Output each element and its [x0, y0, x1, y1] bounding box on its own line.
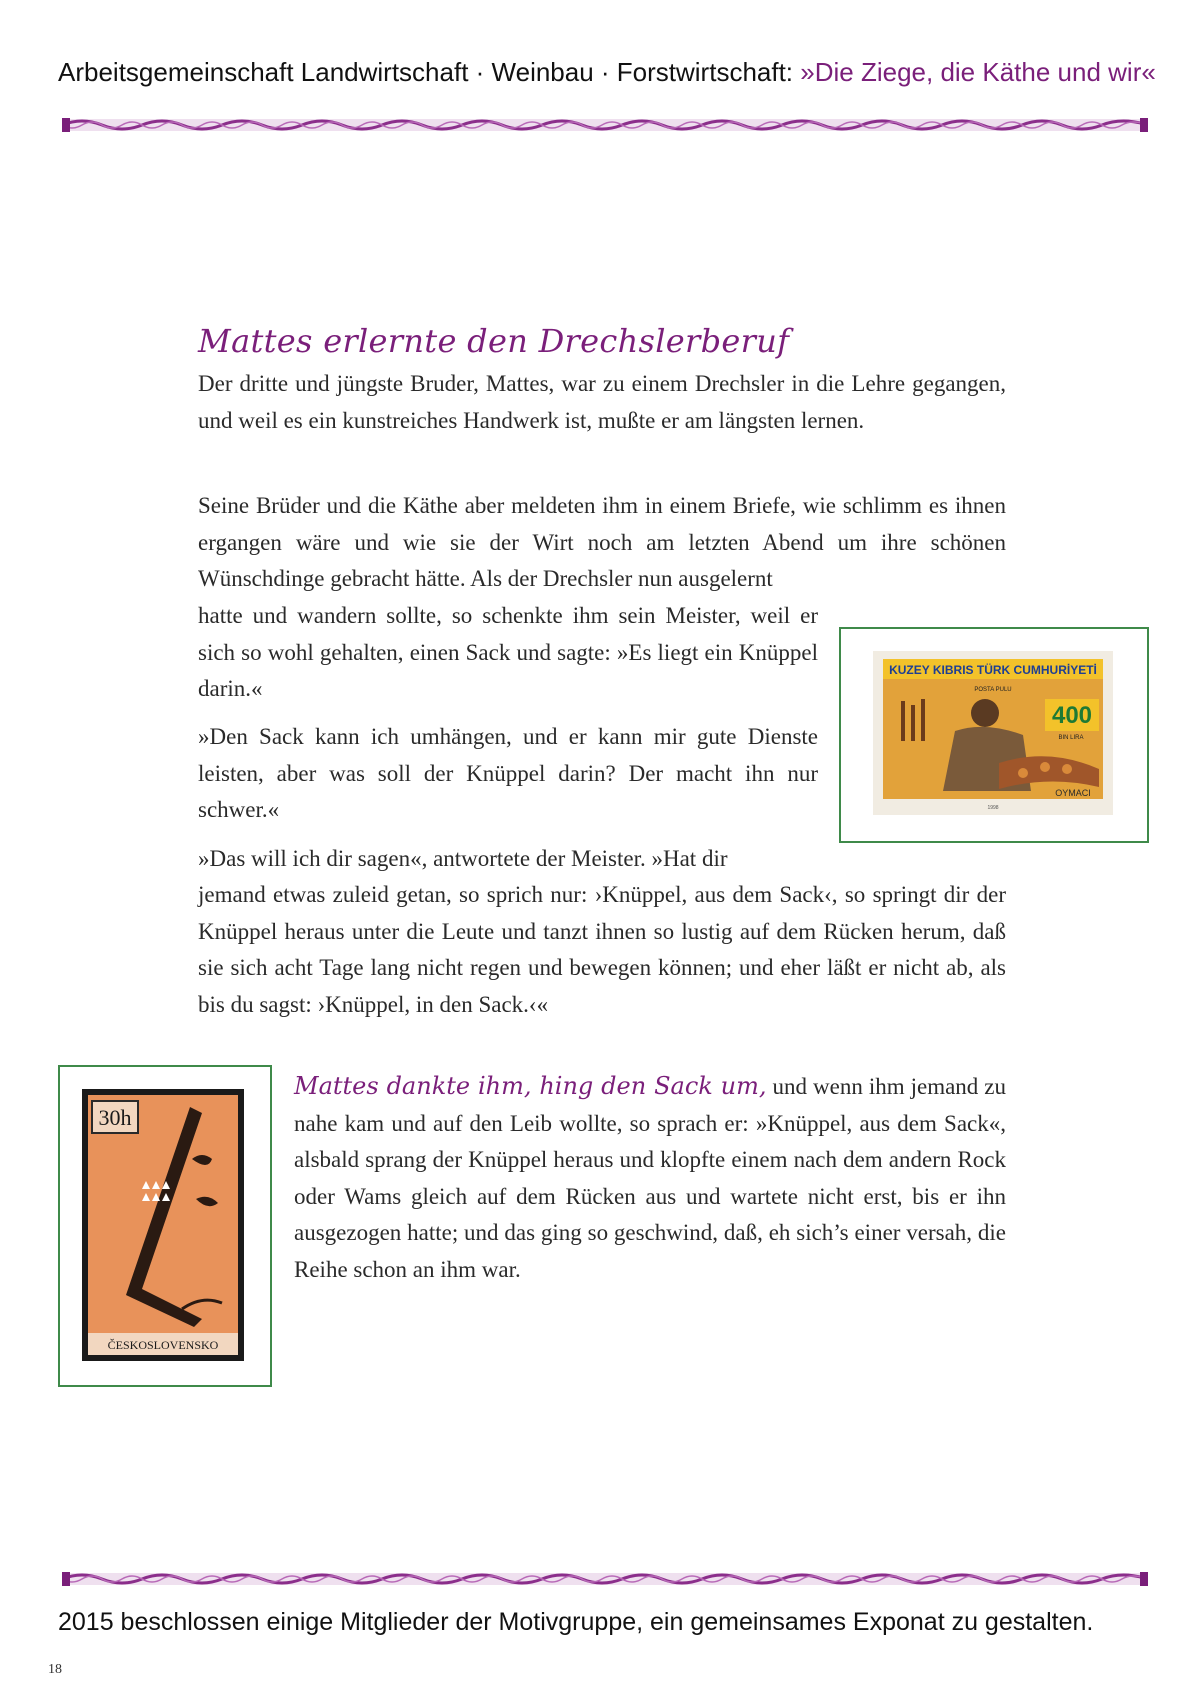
paragraph-1: Der dritte und jüngste Bruder, Mattes, war zu einem Drechsler in die Lehre gegangen, und weil es ein kunstreiches Handwerk ist, mußte er am längsten lernen.: [198, 371, 1006, 433]
stamp-cyprus: [873, 651, 1113, 815]
stamp-czech-frame: [58, 1065, 272, 1387]
stamp-cyprus-country: KUZEY KIBRIS TÜRK CUMHURİYETİ: [889, 663, 1097, 677]
paragraph-4-first-line: »Das will ich dir sagen«, antwortete der Meister. »Hat dir: [198, 846, 728, 871]
stamp-czech-country: ČESKOSLOVENSKO: [107, 1338, 219, 1352]
stamp-cyprus-value: 400: [1051, 702, 1093, 729]
running-header: [58, 56, 1156, 88]
stamp-cyprus-frame: [839, 627, 1149, 843]
header-title-accent: »Die Ziege, die Käthe und wir«: [800, 57, 1156, 87]
top-ornament-border: [62, 116, 1148, 134]
paragraph-5: [294, 1068, 1006, 1288]
page-number: 18: [48, 1662, 62, 1677]
stamp-cyprus-currency: BIN LIRA: [1058, 735, 1084, 741]
stamp-cyprus-posta: POSTA PULU: [974, 687, 1012, 693]
stamp-cyprus-year: 1998: [987, 805, 999, 811]
footer-text: 2015 beschlossen einige Mitglieder der Motivgruppe, ein gemeinsames Exponat zu gestalten.: [58, 1608, 1094, 1636]
header-prefix: Arbeitsgemeinschaft Landwirtschaft · Weinbau · Forstwirtschaft:: [58, 57, 801, 87]
stamp-czech-value: 30h: [98, 1105, 132, 1130]
paragraph-3: »Den Sack kann ich umhängen, und er kann mir gute Dienste leisten, aber was soll der Knüppel darin? Der macht ihn nur schwer.«: [198, 724, 818, 822]
paragraph-2-continued: hatte und wandern sollte, so schenkte ihm sein Meister, weil er sich so wohl gehalten, einen Sack und sagte: »Es liegt ein Knüppel darin.«: [198, 603, 818, 701]
paragraph-2: Seine Brüder und die Käthe aber meldeten ihm in einem Briefe, wie schlimm es ihnen ergangen wäre und wie sie der Wirt noch am letzten Abend um ihre schönen Wünschdinge gebracht hätte. Als der Drechsler nun ausgelernt: [198, 493, 1006, 591]
section-title: Mattes erlernte den Drechslerberuf: [198, 322, 790, 360]
stamp-cyprus-caption: OYMACI: [1055, 788, 1091, 798]
paragraph-5-body: und wenn ihm jemand zu nahe kam und auf den Leib wollte, so sprach er: »Knüppel, aus dem Sack«, alsbald sprang der Knüppel heraus und klopfte einem nach dem andern Rock oder Wams gleich auf dem Rücken aus und wartete nicht erst, bis er ihn ausgezogen hatte; und das ging so geschwind, daß, eh sich’s einer versah, die Reihe schon an ihm war.: [294, 1074, 1007, 1282]
paragraph-4: jemand etwas zuleid getan, so sprich nur: ›Knüppel, aus dem Sack‹, so springt dir der Knüppel heraus unter die Leute und tanzt ihnen so lustig auf dem Rücken herum, daß sie sich acht Tage lang nicht regen und bewegen können; und eher läßt er nicht ab, als bis du sagst: ›Knüppel, in den Sack.‹«: [198, 882, 1006, 1017]
stamp-czech: [82, 1089, 244, 1361]
bottom-ornament-border: [62, 1570, 1148, 1588]
paragraph-5-lead: Mattes dankte ihm, hing den Sack um,: [294, 1072, 767, 1100]
